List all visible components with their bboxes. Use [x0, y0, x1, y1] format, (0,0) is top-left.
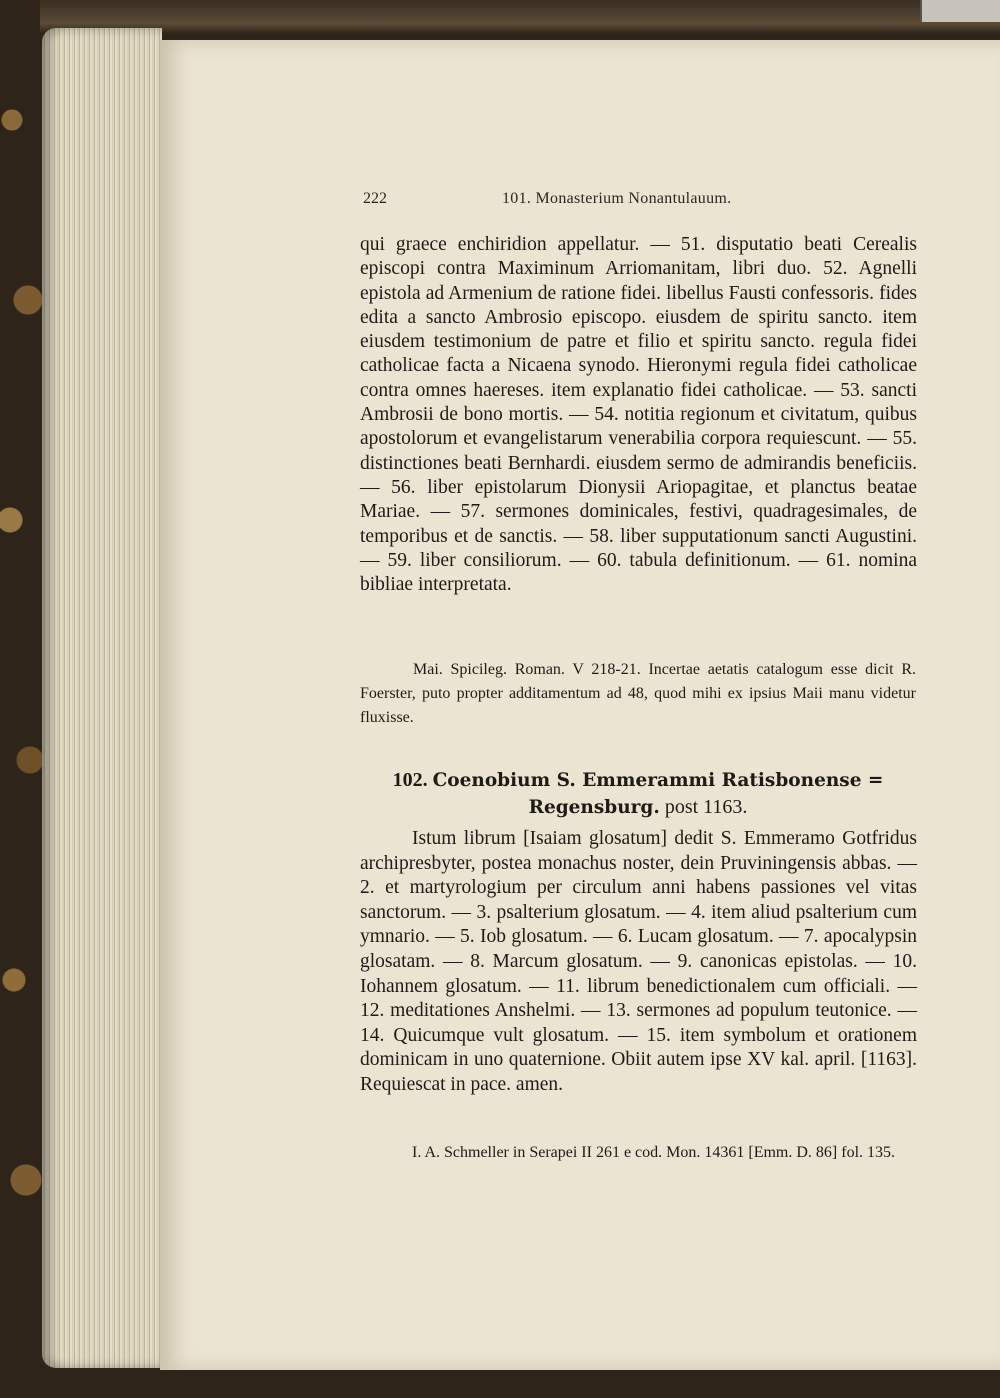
running-header	[360, 190, 880, 214]
section-101-source-note: Mai. Spicileg. Roman. V 218-21. Incertae aetatis catalogum esse dicit R. Foerster, puto propter additamentum ad 48, quod mihi ex ipsius Maii manu videtur fluxisse.	[360, 661, 916, 726]
section-102-source-note: I. A. Schmeller in Serapei II 261 e cod. Mon. 14361 [Emm. D. 86] fol. 135.	[412, 1144, 896, 1161]
section-102-title: Coenobium S. Emmerammi Ratisbonense = Regensburg.	[432, 770, 884, 818]
section-102-date: post 1163.	[664, 796, 748, 818]
book-top-edge	[40, 0, 1000, 34]
section-101-continuation: qui graece enchiridion appellatur. — 51. disputatio beati Cerealis episcopi contra Maximinum Arriomanitam, libri duo. 52. Agnelli epistola ad Armenium de ratione fidei. libellus Fausti confessoris. fides edita a sancto Ambrosio episcopo. eiusdem de spiritu sancto. item eiusdem testimonium de patre et filio et spiritu sancto. regula fidei catholicae facta a Nicaena synodo. Hieronymi regula fidei catholicae contra omnes haereses. item explanatio fidei catholicae. — 53. sancti Ambrosii de bono mortis. — 54. notitia regionum et civitatum, quibus apostolorum et evangelistarum venerabilia corpora requiescunt. — 55. distinctiones beati Bernhardi. eiusdem sermo de admirandis beneficiis. — 56. liber epistolarum Dionysii Ariopagitae, et planctus beatae Mariae. — 57. sermones dominicales, festivi, quadragesimales, de temporibus et de sanctis. — 58. liber supputationum sancti Augustini. — 59. liber consiliorum. — 60. tabula definitionum. — 61. nomina bibliae interpretata.	[360, 234, 917, 596]
section-102-text: Istum librum [Isaiam glosatum] dedit S. Emmeramo Gotfridus archipresbyter, postea monachus noster, dein Pruviningensis abbas. — 2. et martyrologium per circulum anni habens passiones vel vitas sanctorum. — 3. psalterium glosatum. — 4. item aliud psalterium cum ymnario. — 5. Iob glosatum. — 6. Lucam glosatum. — 7. apocalypsin glosatam. — 8. Marcum glosatum. — 9. canonicas epistolas. — 10. Iohannem glosatum. — 11. librum benedictionalem cum officiali. — 12. meditationes Anshelmi. — 13. sermones ad populum teutonice. — 14. Quicumque vult glosatum. — 15. item symbolum et orationem dominicam in uno quaternione. Obiit autem ipse XV kal. april. [1163]. Requiescat in pace. amen.	[360, 828, 917, 1095]
scan-corner-marker	[920, 0, 1000, 22]
running-head-title: 101. Monasterium Nonantulauum.	[502, 190, 732, 207]
page-stack-edge	[42, 28, 162, 1368]
book-page	[160, 40, 1000, 1370]
section-102-heading	[360, 767, 916, 821]
page-number: 222	[363, 190, 387, 207]
section-102-number: 102.	[392, 769, 428, 791]
